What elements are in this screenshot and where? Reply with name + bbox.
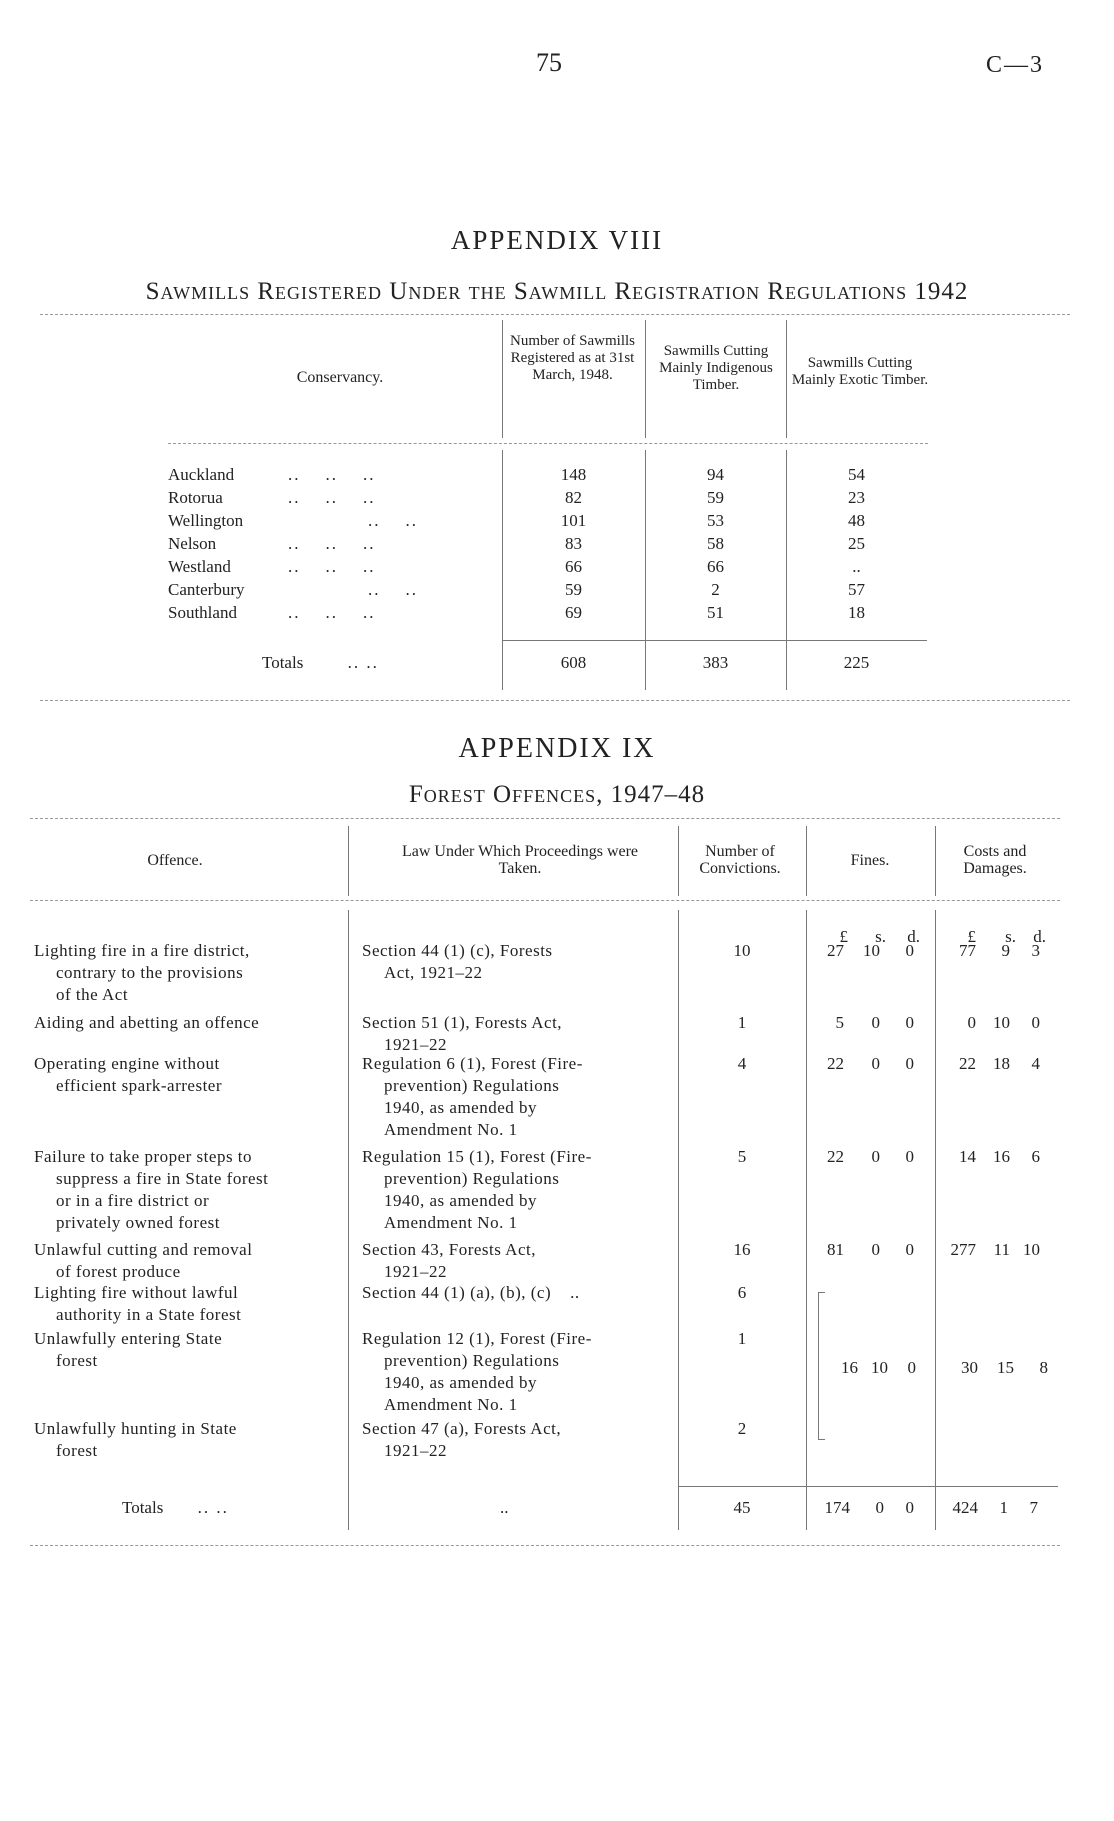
law-reference bbox=[362, 1328, 668, 1416]
col-header-conservancy: Conservancy. bbox=[296, 369, 384, 386]
sawmill-row bbox=[168, 487, 928, 509]
grouped-fines-pence: 0 bbox=[907, 1358, 916, 1377]
pence: 4 bbox=[1031, 1054, 1040, 1073]
shillings: 16 bbox=[993, 1147, 1010, 1166]
pence: 0 bbox=[905, 941, 914, 960]
law-line: 1940, as amended by bbox=[384, 1191, 538, 1210]
exotic-count: 57 bbox=[848, 580, 865, 599]
costs-amount bbox=[940, 1146, 1040, 1167]
law-line: Section 43, Forests Act, bbox=[362, 1240, 536, 1259]
sawmill-row bbox=[168, 464, 928, 486]
col-header-law: Law Under Which Proceedings were Taken. bbox=[401, 843, 639, 877]
indigenous-count: 66 bbox=[707, 557, 724, 576]
appendix-ix-heading: APPENDIX IX bbox=[458, 733, 656, 764]
law-reference bbox=[362, 1012, 668, 1056]
pence: 0 bbox=[905, 1240, 914, 1259]
fines-amount bbox=[812, 1239, 914, 1260]
offence-description bbox=[34, 1239, 334, 1283]
leader-dots: .. .. .. bbox=[288, 465, 376, 484]
indigenous-count: 53 bbox=[707, 511, 724, 530]
offences-total-costs bbox=[940, 1497, 1038, 1518]
registered-count: 83 bbox=[565, 534, 582, 553]
sawmill-row bbox=[168, 602, 928, 624]
costs-amount bbox=[940, 1012, 1040, 1033]
offence-line: of forest produce bbox=[56, 1262, 181, 1281]
appendix-ix-subheading: Forest Offences, 1947–48 bbox=[408, 781, 706, 808]
convictions-count: 6 bbox=[737, 1283, 747, 1302]
sawmill-row bbox=[168, 510, 928, 532]
shillings: 10 bbox=[863, 941, 880, 960]
pounds: 14 bbox=[959, 1147, 976, 1166]
offence-line: suppress a fire in State forest bbox=[56, 1169, 269, 1188]
costs-amount bbox=[940, 1239, 1040, 1260]
conservancy-name: Rotorua bbox=[168, 488, 223, 507]
total-costs-pounds: 424 bbox=[952, 1498, 978, 1517]
shillings: 9 bbox=[1001, 941, 1010, 960]
leader-dots: .. .. .. bbox=[288, 488, 376, 507]
exotic-count: 25 bbox=[848, 534, 865, 553]
convictions-count: 10 bbox=[733, 941, 751, 960]
law-line: prevention) Regulations bbox=[384, 1169, 560, 1188]
offence-line: Aiding and abetting an offence bbox=[34, 1013, 260, 1032]
grouped-costs-shillings: 15 bbox=[997, 1358, 1014, 1377]
appendix-viii-heading: APPENDIX VIII bbox=[450, 225, 664, 255]
pence-sign: d. bbox=[1033, 927, 1046, 946]
law-reference bbox=[362, 1282, 668, 1304]
exotic-count: .. bbox=[852, 557, 861, 576]
law-line: 1921–22 bbox=[384, 1262, 447, 1281]
offence-line: efficient spark-arrester bbox=[56, 1076, 223, 1095]
registered-count: 101 bbox=[560, 511, 587, 530]
pence: 0 bbox=[905, 1013, 914, 1032]
law-line: prevention) Regulations bbox=[384, 1076, 560, 1095]
law-line: Regulation 6 (1), Forest (Fire- bbox=[362, 1054, 583, 1073]
offences-total-fines bbox=[812, 1497, 914, 1518]
pence: 0 bbox=[905, 1147, 914, 1166]
indigenous-count: 94 bbox=[707, 465, 724, 484]
shillings: 0 bbox=[871, 1054, 880, 1073]
law-line: Section 44 (1) (c), Forests bbox=[362, 941, 553, 960]
shilling-sign: s. bbox=[1005, 927, 1016, 946]
law-line: Amendment No. 1 bbox=[384, 1395, 518, 1414]
convictions-count: 5 bbox=[737, 1147, 747, 1166]
law-line: Regulation 12 (1), Forest (Fire- bbox=[362, 1329, 592, 1348]
leader-dots: .. .. .. bbox=[288, 534, 376, 553]
totals-leader-dots: .. .. bbox=[347, 653, 379, 672]
grouped-costs-pounds: 30 bbox=[961, 1358, 978, 1377]
law-line: 1921–22 bbox=[384, 1441, 447, 1460]
offence-line: Lighting fire in a fire district, bbox=[34, 941, 250, 960]
exotic-count: 18 bbox=[848, 603, 865, 622]
grouped-fines-pounds: 16 bbox=[841, 1358, 858, 1377]
indigenous-count: 51 bbox=[707, 603, 724, 622]
pounds: 81 bbox=[827, 1240, 844, 1259]
shillings: 0 bbox=[871, 1147, 880, 1166]
offence-line: authority in a State forest bbox=[56, 1305, 242, 1324]
shillings: 0 bbox=[871, 1240, 880, 1259]
registered-count: 69 bbox=[565, 603, 582, 622]
offence-description bbox=[34, 1146, 334, 1234]
col-header-costs: Costs and Damages. bbox=[963, 843, 1027, 877]
pounds: 22 bbox=[827, 1054, 844, 1073]
offence-description bbox=[34, 940, 334, 1006]
indigenous-count: 58 bbox=[707, 534, 724, 553]
col-header-offence: Offence. bbox=[147, 852, 203, 869]
conservancy-name: Nelson bbox=[168, 534, 217, 553]
col-header-exotic: Sawmills Cutting Mainly Exotic Timber. bbox=[791, 355, 929, 388]
offence-line: or in a fire district or bbox=[56, 1191, 210, 1210]
law-line: Section 51 (1), Forests Act, bbox=[362, 1013, 563, 1032]
pence-sign: d. bbox=[907, 927, 920, 946]
pounds: 22 bbox=[959, 1054, 976, 1073]
law-reference bbox=[362, 940, 668, 984]
offences-totals-label bbox=[122, 1497, 229, 1518]
leader-dots: .. .. .. bbox=[288, 603, 376, 622]
law-reference bbox=[362, 1053, 668, 1141]
pound-sign: £ bbox=[967, 927, 976, 946]
convictions-count: 1 bbox=[737, 1329, 747, 1348]
offence-line: of the Act bbox=[56, 985, 129, 1004]
shillings: 10 bbox=[993, 1013, 1010, 1032]
grouped-costs bbox=[948, 1357, 1048, 1378]
law-line: 1921–22 bbox=[384, 1035, 447, 1054]
conservancy-name: Southland bbox=[168, 603, 237, 622]
law-line: prevention) Regulations bbox=[384, 1351, 560, 1370]
conservancy-name: Auckland bbox=[168, 465, 235, 484]
col-header-registered: Number of Sawmills Registered as at 31st March, 1948. bbox=[510, 333, 635, 383]
col-header-convictions: Number of Convictions. bbox=[699, 843, 781, 877]
offence-description bbox=[34, 1328, 334, 1372]
grouped-fines-shillings: 10 bbox=[871, 1358, 888, 1377]
offence-line: forest bbox=[56, 1351, 98, 1370]
pounds: 5 bbox=[835, 1013, 844, 1032]
appendix-viii-subheading: Sawmills Registered Under the Sawmill Registration Regulations 1942 bbox=[145, 278, 969, 305]
totals-label: Totals bbox=[262, 653, 304, 672]
offence-line: contrary to the provisions bbox=[56, 963, 244, 982]
sawmills-total-registered: 608 bbox=[560, 653, 587, 672]
page-number: 75 bbox=[536, 48, 562, 77]
sawmills-totals-label bbox=[262, 652, 379, 673]
registered-count: 59 bbox=[565, 580, 582, 599]
sawmill-row bbox=[168, 533, 928, 555]
fines-amount bbox=[812, 1053, 914, 1074]
totals-label: Totals bbox=[122, 1498, 164, 1517]
shillings: 11 bbox=[993, 1240, 1010, 1259]
law-line: Amendment No. 1 bbox=[384, 1213, 518, 1232]
total-costs-pence: 7 bbox=[1029, 1498, 1038, 1517]
shilling-sign: s. bbox=[875, 927, 886, 946]
registered-count: 66 bbox=[565, 557, 582, 576]
convictions-count: 1 bbox=[737, 1013, 747, 1032]
convictions-count: 16 bbox=[733, 1240, 751, 1259]
offence-description bbox=[34, 1282, 334, 1326]
law-reference bbox=[362, 1239, 668, 1283]
indigenous-count: 59 bbox=[707, 488, 724, 507]
pence: 0 bbox=[905, 1054, 914, 1073]
indigenous-count: 2 bbox=[711, 580, 720, 599]
col-header-fines: Fines. bbox=[850, 852, 890, 869]
law-line: Act, 1921–22 bbox=[384, 963, 483, 982]
law-line: Section 44 (1) (a), (b), (c) .. bbox=[362, 1283, 580, 1302]
totals-leader-dots: .. .. bbox=[197, 1498, 229, 1517]
law-leader-dots: .. bbox=[500, 1498, 509, 1517]
conservancy-name: Westland bbox=[168, 557, 231, 576]
pence: 3 bbox=[1031, 941, 1040, 960]
offence-line: Operating engine without bbox=[34, 1054, 220, 1073]
offence-line: Unlawfully hunting in State bbox=[34, 1419, 237, 1438]
offence-line: Lighting fire without lawful bbox=[34, 1283, 239, 1302]
convictions-count: 4 bbox=[737, 1054, 747, 1073]
offence-line: Unlawfully entering State bbox=[34, 1329, 223, 1348]
pound-sign: £ bbox=[839, 927, 848, 946]
law-line: Section 47 (a), Forests Act, bbox=[362, 1419, 562, 1438]
pounds: 22 bbox=[827, 1147, 844, 1166]
leader-dots: .. .. .. bbox=[288, 557, 376, 576]
pence: 0 bbox=[1031, 1013, 1040, 1032]
exotic-count: 23 bbox=[848, 488, 865, 507]
shillings: 0 bbox=[871, 1013, 880, 1032]
total-fines-shillings: 0 bbox=[875, 1498, 884, 1517]
law-reference bbox=[362, 1146, 668, 1234]
pounds: 27 bbox=[827, 941, 844, 960]
convictions-count: 2 bbox=[737, 1419, 747, 1438]
total-costs-shillings: 1 bbox=[999, 1498, 1008, 1517]
offence-line: Failure to take proper steps to bbox=[34, 1147, 253, 1166]
exotic-count: 54 bbox=[848, 465, 865, 484]
pounds: 77 bbox=[959, 941, 976, 960]
law-line: Regulation 15 (1), Forest (Fire- bbox=[362, 1147, 592, 1166]
law-line: 1940, as amended by bbox=[384, 1373, 538, 1392]
costs-amount bbox=[940, 940, 1040, 961]
total-fines-pounds: 174 bbox=[824, 1498, 850, 1517]
fines-amount bbox=[812, 940, 914, 961]
fines-amount bbox=[812, 1012, 914, 1033]
offence-description bbox=[34, 1418, 334, 1462]
pounds: 0 bbox=[967, 1013, 976, 1032]
fines-amount bbox=[812, 1146, 914, 1167]
exotic-count: 48 bbox=[848, 511, 865, 530]
offence-description bbox=[34, 1012, 334, 1034]
leader-dots: .. .. bbox=[368, 511, 418, 530]
law-reference bbox=[362, 1418, 668, 1462]
offence-line: forest bbox=[56, 1441, 98, 1460]
sawmills-total-indigenous: 383 bbox=[702, 653, 729, 672]
offence-line: privately owned forest bbox=[56, 1213, 220, 1232]
document-reference: C—3 bbox=[986, 52, 1045, 78]
offences-total-convictions: 45 bbox=[733, 1498, 751, 1517]
col-header-indigenous: Sawmills Cutting Mainly Indigenous Timber. bbox=[659, 343, 773, 393]
shillings: 18 bbox=[993, 1054, 1010, 1073]
grouped-costs-pence: 8 bbox=[1039, 1358, 1048, 1377]
law-line: Amendment No. 1 bbox=[384, 1120, 518, 1139]
pence: 6 bbox=[1031, 1147, 1040, 1166]
offence-line: Unlawful cutting and removal bbox=[34, 1240, 253, 1259]
leader-dots: .. .. bbox=[368, 580, 418, 599]
registered-count: 82 bbox=[565, 488, 582, 507]
sawmill-row bbox=[168, 556, 928, 578]
sawmill-row bbox=[168, 579, 928, 601]
conservancy-name: Wellington bbox=[168, 511, 244, 530]
conservancy-name: Canterbury bbox=[168, 580, 245, 599]
registered-count: 148 bbox=[560, 465, 587, 484]
grouped-fines bbox=[818, 1357, 916, 1378]
pence: 10 bbox=[1023, 1240, 1040, 1259]
law-line: 1940, as amended by bbox=[384, 1098, 538, 1117]
sawmills-total-exotic: 225 bbox=[843, 653, 870, 672]
offence-description bbox=[34, 1053, 334, 1097]
costs-amount bbox=[940, 1053, 1040, 1074]
pounds: 277 bbox=[950, 1240, 976, 1259]
total-fines-pence: 0 bbox=[905, 1498, 914, 1517]
